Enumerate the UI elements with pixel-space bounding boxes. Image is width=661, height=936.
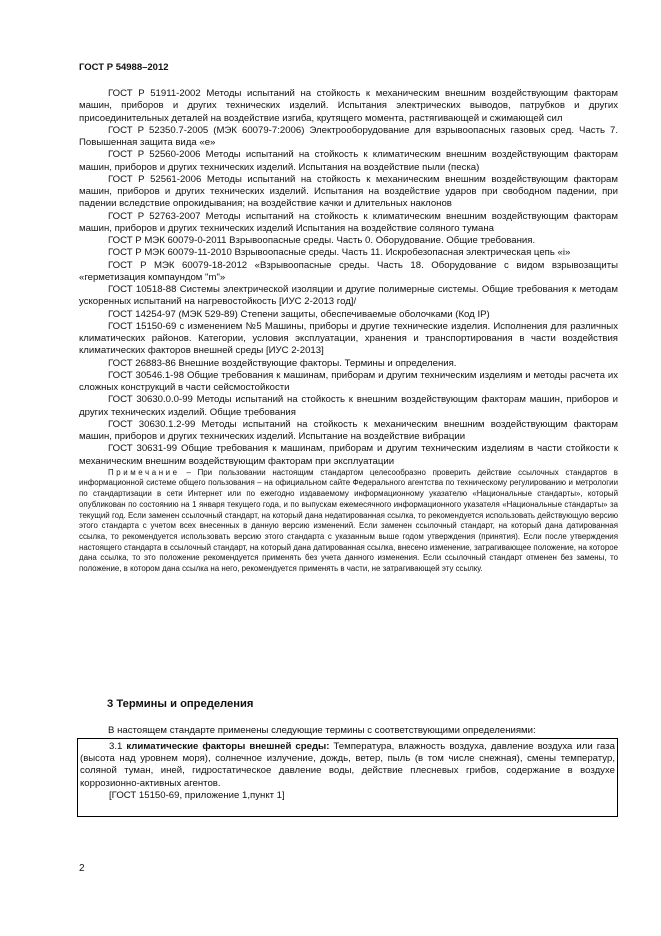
term-number: 3.1 — [109, 741, 123, 752]
reference-item: ГОСТ Р 52560-2006 Методы испытаний на стойкость к климатическим внешним воздействующим факторам машин, приборов и других технических изделий. Испытания на воздействие пыли (песка) — [79, 149, 618, 173]
reference-item: ГОСТ 30630.0.0-99 Методы испытаний на стойкость к внешним воздействующим факторам машин, приборов и других технических изделий. Общие требования — [79, 394, 618, 418]
reference-item: ГОСТ Р 52561-2006 Методы испытаний на стойкость к механическим внешним воздействующим факторам машин, приборов и других технических изделий. Испытания на воздействие ударов при свободном падении, при падении вследствие опрокидывания; на воздействие качки и длительных наклонов — [79, 173, 618, 210]
reference-item: ГОСТ 10518-88 Системы электрической изоляции и другие полимерные системы. Общие требования к методам ускоренных испытаний на нагревостойкость [ИУС 2-2013 год]/ — [79, 284, 618, 308]
section-title: 3 Термины и определения — [107, 698, 254, 710]
reference-item: ГОСТ Р 51911-2002 Методы испытаний на стойкость к механическим внешним воздействующим факторам машин, приборов и других технических изделий. Испытания электрических выводов, патрубков и других присоединительных деталей на воздействие изгиба, крутящего момента, растягивающей и сжимающей сил — [79, 88, 618, 124]
note-text: – При пользовании настоящим стандартом целесообразно проверить действие ссылочных стандартов в информационной системе общего пользования – на официальном сайте Федерального агентства по техническому регулированию и метрологии по стандартизации в сети Интернет или по ежегодно издаваемому информационному указателю «Национальные стандарты», который опубликован по состоянию на 1 января текущего года, и по выпускам ежемесячного информационного указателя «Национальные стандарты» за текущий год. Если заменен ссылочный стандарт, на который дана недатированная ссылка, то рекомендуется использовать действующую версию этого стандарта с учетом всех внесенных в данную версию изменений. Если заменен ссылочный стандарт, на который дана датированная ссылка, то рекомендуется использовать версию этого стандарта с указанным выше годом утверждения (принятия). Если после утверждения настоящего стандарта в ссылочный стандарт, на который дана датированная ссылка, внесено изменение, затрагивающее положение, на которое дана ссылка, то это положение рекомендуется применять без учета данного изменения. Если ссылочный стандарт отменен без замены, то положение, в котором дана ссылка на него, рекомендуется применять в части, не затрагивающей эту ссылку. — [79, 467, 618, 574]
normative-references-list — [79, 88, 618, 575]
references-note — [79, 468, 618, 575]
page-number: 2 — [79, 863, 85, 874]
reference-item: ГОСТ 14254-97 (МЭК 529-89) Степени защиты, обеспечиваемые оболочками (Код IP) — [108, 308, 490, 320]
reference-item: ГОСТ 30631-99 Общие требования к машинам, приборам и другим техническим изделиям в части стойкости к механическим внешним воздействующим факторам при эксплуатации — [79, 443, 618, 467]
reference-item: ГОСТ Р МЭК 60079-0-2011 Взрывоопасные среды. Часть 0. Оборудование. Общие требования. — [108, 235, 536, 246]
note-label: Примечание — [108, 467, 180, 477]
term-definition-box — [77, 738, 618, 817]
term-name: климатические факторы внешней среды: — [126, 741, 330, 752]
reference-item: ГОСТ 26883-86 Внешние воздействующие факторы. Термины и определения. — [108, 357, 457, 369]
reference-item: ГОСТ 15150-69 с изменением №5 Машины, приборы и другие технические изделия. Исполнения для различных климатических районов. Категории, условия эксплуатации, хранения и транспортирования в части воздействия климатических факторов внешней среды [ИУС 2-2013] — [79, 320, 618, 357]
reference-item: ГОСТ Р 52350.7-2005 (МЭК 60079-7:2006) Электрооборудование для взрывоопасных газовых сред. Часть 7. Повышенная защита вида «е» — [79, 124, 618, 148]
section-intro — [79, 725, 618, 737]
section-intro-text: В настоящем стандарте применены следующие термины с соответствующими определениями: — [108, 725, 536, 736]
reference-item: ГОСТ 30546.1-98 Общие требования к машинам, приборам и другим техническим изделиям и методы расчета их сложных конструкций в части сейсмостойкости — [79, 369, 618, 393]
term-definition — [80, 741, 615, 790]
reference-item: ГОСТ 30630.1.2-99 Методы испытаний на стойкость к механическим внешним воздействующим факторам машин, приборов и других технических изделий. Испытание на воздействие вибрации — [79, 418, 618, 442]
reference-item: ГОСТ Р МЭК 60079-11-2010 Взрывоопасные среды. Часть 11. Искробезопасная электрическая цепь «i» — [108, 247, 571, 259]
document-code-header: ГОСТ Р 54988–2012 — [79, 62, 169, 73]
reference-item: ГОСТ Р 52763-2007 Методы испытаний на стойкость к климатическим внешним воздействующим факторам машин, приборов и других технических изделий Испытания на воздействие соляного тумана — [79, 210, 618, 234]
term-source: [ГОСТ 15150-69, приложение 1,пункт 1] — [109, 789, 285, 801]
term-definition-text: Температура, влажность воздуха, давление воздуха или газа (высота над уровнем моря), солнечное излучение, дождь, ветер, пыль (в том числе снежная), смены температур, соляной туман, иней, гидростатическое давление воды, действие плесневых грибов, содержание в воздухе коррозионно-активных агентов. — [80, 741, 615, 789]
reference-item: ГОСТ Р МЭК 60079-18-2012 «Взрывоопасные среды. Часть 18. Оборудование с видом взрывозащиты «герметизация компаундом "m"» — [79, 259, 618, 283]
